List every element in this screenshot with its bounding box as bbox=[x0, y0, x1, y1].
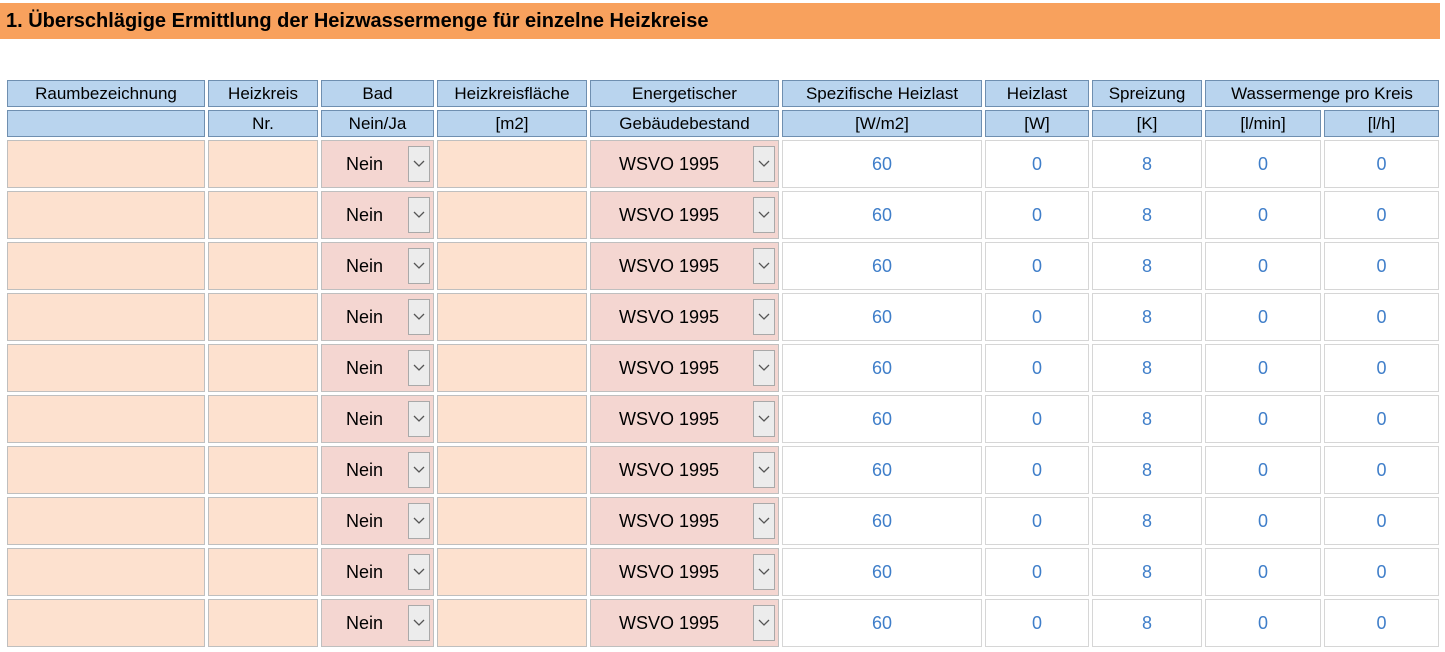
gebaeudebestand-select-value: WSVO 1995 bbox=[619, 204, 720, 225]
wassermenge-l-min-value: 0 bbox=[1205, 140, 1321, 188]
bad-select-value: Nein bbox=[346, 255, 384, 276]
gebaeudebestand-select[interactable] bbox=[590, 548, 779, 596]
bad-select[interactable] bbox=[321, 242, 434, 290]
header-row-1 bbox=[7, 80, 1439, 107]
section-title-bar bbox=[0, 3, 1440, 39]
bad-select-value: Nein bbox=[346, 306, 384, 327]
bad-select-value: Nein bbox=[346, 204, 384, 225]
unit-header-nr: Nr. bbox=[208, 110, 318, 137]
bad-select[interactable] bbox=[321, 599, 434, 647]
table-row bbox=[7, 497, 1439, 545]
gebaeudebestand-select[interactable] bbox=[590, 242, 779, 290]
table-row bbox=[7, 140, 1439, 188]
bad-select-value: Nein bbox=[346, 612, 384, 633]
wassermenge-l-h-value: 0 bbox=[1324, 344, 1439, 392]
spezifische-heizlast-value: 60 bbox=[782, 599, 982, 647]
wassermenge-l-h-value: 0 bbox=[1324, 242, 1439, 290]
heizkreis-nr-input[interactable] bbox=[208, 293, 318, 341]
spreizung-value: 8 bbox=[1092, 548, 1202, 596]
heizkreis-nr-input[interactable] bbox=[208, 140, 318, 188]
heizkreisflaeche-input[interactable] bbox=[437, 599, 587, 647]
table-row bbox=[7, 344, 1439, 392]
bad-select[interactable] bbox=[321, 293, 434, 341]
heizkreis-nr-input[interactable] bbox=[208, 446, 318, 494]
col-header-heizkreisflaeche: Heizkreisfläche bbox=[437, 80, 587, 107]
spezifische-heizlast-value: 60 bbox=[782, 191, 982, 239]
bad-select[interactable] bbox=[321, 548, 434, 596]
heizlast-value: 0 bbox=[985, 344, 1089, 392]
raumbezeichnung-input[interactable] bbox=[7, 599, 205, 647]
table-row bbox=[7, 446, 1439, 494]
header-row-2 bbox=[7, 110, 1439, 137]
spreizung-value: 8 bbox=[1092, 140, 1202, 188]
raumbezeichnung-input[interactable] bbox=[7, 548, 205, 596]
heizkreisflaeche-input[interactable] bbox=[437, 191, 587, 239]
gebaeudebestand-select-value: WSVO 1995 bbox=[619, 459, 720, 480]
spreizung-value: 8 bbox=[1092, 344, 1202, 392]
spreizung-value: 8 bbox=[1092, 446, 1202, 494]
table-row bbox=[7, 191, 1439, 239]
heizlast-value: 0 bbox=[985, 191, 1089, 239]
spreizung-value: 8 bbox=[1092, 242, 1202, 290]
chevron-down-icon[interactable] bbox=[753, 554, 775, 590]
gebaeudebestand-select[interactable] bbox=[590, 191, 779, 239]
gebaeudebestand-select[interactable] bbox=[590, 293, 779, 341]
bad-select[interactable] bbox=[321, 344, 434, 392]
col-header-spreizung: Spreizung bbox=[1092, 80, 1202, 107]
heizkreis-nr-input[interactable] bbox=[208, 599, 318, 647]
raumbezeichnung-input[interactable] bbox=[7, 191, 205, 239]
section-title: 1. Überschlägige Ermittlung der Heizwassermenge für einzelne Heizkreise bbox=[6, 10, 709, 32]
spezifische-heizlast-value: 60 bbox=[782, 446, 982, 494]
heizkreis-nr-input[interactable] bbox=[208, 497, 318, 545]
spreizung-value: 8 bbox=[1092, 599, 1202, 647]
table-row bbox=[7, 293, 1439, 341]
gebaeudebestand-select[interactable] bbox=[590, 599, 779, 647]
bad-select-value: Nein bbox=[346, 153, 384, 174]
gebaeudebestand-select[interactable] bbox=[590, 497, 779, 545]
spezifische-heizlast-value: 60 bbox=[782, 548, 982, 596]
wassermenge-l-min-value: 0 bbox=[1205, 446, 1321, 494]
heizkreis-nr-input[interactable] bbox=[208, 344, 318, 392]
chevron-down-icon[interactable] bbox=[408, 401, 430, 437]
col-header-wassermenge: Wassermenge pro Kreis bbox=[1205, 80, 1439, 107]
spreizung-value: 8 bbox=[1092, 395, 1202, 443]
table-row bbox=[7, 395, 1439, 443]
chevron-down-icon[interactable] bbox=[753, 197, 775, 233]
chevron-down-icon[interactable] bbox=[753, 401, 775, 437]
bad-select-value: Nein bbox=[346, 357, 384, 378]
table-row bbox=[7, 599, 1439, 647]
heizkreis-nr-input[interactable] bbox=[208, 548, 318, 596]
gebaeudebestand-select[interactable] bbox=[590, 344, 779, 392]
chevron-down-icon[interactable] bbox=[753, 299, 775, 335]
wassermenge-l-min-value: 0 bbox=[1205, 599, 1321, 647]
gebaeudebestand-select-value: WSVO 1995 bbox=[619, 153, 720, 174]
bad-select-value: Nein bbox=[346, 510, 384, 531]
spezifische-heizlast-value: 60 bbox=[782, 497, 982, 545]
unit-header-l-h: [l/h] bbox=[1324, 110, 1439, 137]
gebaeudebestand-select-value: WSVO 1995 bbox=[619, 612, 720, 633]
heizkreis-nr-input[interactable] bbox=[208, 395, 318, 443]
gebaeudebestand-select-value: WSVO 1995 bbox=[619, 306, 720, 327]
wassermenge-l-h-value: 0 bbox=[1324, 191, 1439, 239]
spezifische-heizlast-value: 60 bbox=[782, 344, 982, 392]
heizkreisflaeche-input[interactable] bbox=[437, 548, 587, 596]
gebaeudebestand-select-value: WSVO 1995 bbox=[619, 561, 720, 582]
heizlast-value: 0 bbox=[985, 446, 1089, 494]
gebaeudebestand-select[interactable] bbox=[590, 395, 779, 443]
bad-select-value: Nein bbox=[346, 459, 384, 480]
heizlast-value: 0 bbox=[985, 242, 1089, 290]
gebaeudebestand-select-value: WSVO 1995 bbox=[619, 357, 720, 378]
heating-circuit-table bbox=[4, 77, 1442, 650]
chevron-down-icon[interactable] bbox=[753, 350, 775, 386]
bad-select[interactable] bbox=[321, 497, 434, 545]
heizkreisflaeche-input[interactable] bbox=[437, 344, 587, 392]
wassermenge-l-min-value: 0 bbox=[1205, 191, 1321, 239]
raumbezeichnung-input[interactable] bbox=[7, 497, 205, 545]
raumbezeichnung-input[interactable] bbox=[7, 446, 205, 494]
heizlast-value: 0 bbox=[985, 599, 1089, 647]
unit-header-gebaeudebestand: Gebäudebestand bbox=[590, 110, 779, 137]
heizkreisflaeche-input[interactable] bbox=[437, 140, 587, 188]
chevron-down-icon[interactable] bbox=[753, 452, 775, 488]
spezifische-heizlast-value: 60 bbox=[782, 242, 982, 290]
chevron-down-icon[interactable] bbox=[408, 503, 430, 539]
heizlast-value: 0 bbox=[985, 548, 1089, 596]
spezifische-heizlast-value: 60 bbox=[782, 395, 982, 443]
gebaeudebestand-select[interactable] bbox=[590, 446, 779, 494]
raumbezeichnung-input[interactable] bbox=[7, 395, 205, 443]
wassermenge-l-h-value: 0 bbox=[1324, 497, 1439, 545]
wassermenge-l-h-value: 0 bbox=[1324, 395, 1439, 443]
wassermenge-l-h-value: 0 bbox=[1324, 548, 1439, 596]
chevron-down-icon[interactable] bbox=[408, 554, 430, 590]
heizkreisflaeche-input[interactable] bbox=[437, 293, 587, 341]
chevron-down-icon[interactable] bbox=[408, 248, 430, 284]
chevron-down-icon[interactable] bbox=[408, 605, 430, 641]
wassermenge-l-h-value: 0 bbox=[1324, 599, 1439, 647]
heizkreis-nr-input[interactable] bbox=[208, 191, 318, 239]
raumbezeichnung-input[interactable] bbox=[7, 344, 205, 392]
wassermenge-l-min-value: 0 bbox=[1205, 344, 1321, 392]
chevron-down-icon[interactable] bbox=[408, 350, 430, 386]
wassermenge-l-h-value: 0 bbox=[1324, 446, 1439, 494]
unit-header-w: [W] bbox=[985, 110, 1089, 137]
heizkreisflaeche-input[interactable] bbox=[437, 497, 587, 545]
chevron-down-icon[interactable] bbox=[753, 248, 775, 284]
bad-select[interactable] bbox=[321, 446, 434, 494]
chevron-down-icon[interactable] bbox=[753, 146, 775, 182]
col-header-heizkreis: Heizkreis bbox=[208, 80, 318, 107]
raumbezeichnung-input[interactable] bbox=[7, 140, 205, 188]
heizlast-value: 0 bbox=[985, 395, 1089, 443]
chevron-down-icon[interactable] bbox=[408, 452, 430, 488]
wassermenge-l-h-value: 0 bbox=[1324, 293, 1439, 341]
unit-header-raumbezeichnung bbox=[7, 110, 205, 137]
heizlast-value: 0 bbox=[985, 140, 1089, 188]
heizkreisflaeche-input[interactable] bbox=[437, 242, 587, 290]
col-header-spezifische-heizlast: Spezifische Heizlast bbox=[782, 80, 982, 107]
spreizung-value: 8 bbox=[1092, 293, 1202, 341]
spezifische-heizlast-value: 60 bbox=[782, 293, 982, 341]
unit-header-k: [K] bbox=[1092, 110, 1202, 137]
chevron-down-icon[interactable] bbox=[408, 146, 430, 182]
wassermenge-l-min-value: 0 bbox=[1205, 242, 1321, 290]
spreizung-value: 8 bbox=[1092, 497, 1202, 545]
heizlast-value: 0 bbox=[985, 497, 1089, 545]
unit-header-l-min: [l/min] bbox=[1205, 110, 1321, 137]
raumbezeichnung-input[interactable] bbox=[7, 242, 205, 290]
wassermenge-l-min-value: 0 bbox=[1205, 395, 1321, 443]
chevron-down-icon[interactable] bbox=[408, 299, 430, 335]
gebaeudebestand-select-value: WSVO 1995 bbox=[619, 255, 720, 276]
spreizung-value: 8 bbox=[1092, 191, 1202, 239]
heizkreisflaeche-input[interactable] bbox=[437, 446, 587, 494]
chevron-down-icon[interactable] bbox=[408, 197, 430, 233]
unit-header-nein-ja: Nein/Ja bbox=[321, 110, 434, 137]
chevron-down-icon[interactable] bbox=[753, 503, 775, 539]
col-header-energetischer: Energetischer bbox=[590, 80, 779, 107]
unit-header-w-m2: [W/m2] bbox=[782, 110, 982, 137]
unit-header-m2: [m2] bbox=[437, 110, 587, 137]
gebaeudebestand-select[interactable] bbox=[590, 140, 779, 188]
wassermenge-l-h-value: 0 bbox=[1324, 140, 1439, 188]
bad-select-value: Nein bbox=[346, 561, 384, 582]
gebaeudebestand-select-value: WSVO 1995 bbox=[619, 510, 720, 531]
chevron-down-icon[interactable] bbox=[753, 605, 775, 641]
bad-select[interactable] bbox=[321, 140, 434, 188]
gebaeudebestand-select-value: WSVO 1995 bbox=[619, 408, 720, 429]
table-row bbox=[7, 548, 1439, 596]
bad-select[interactable] bbox=[321, 395, 434, 443]
wassermenge-l-min-value: 0 bbox=[1205, 497, 1321, 545]
spezifische-heizlast-value: 60 bbox=[782, 140, 982, 188]
heizkreisflaeche-input[interactable] bbox=[437, 395, 587, 443]
wassermenge-l-min-value: 0 bbox=[1205, 548, 1321, 596]
col-header-bad: Bad bbox=[321, 80, 434, 107]
heizlast-value: 0 bbox=[985, 293, 1089, 341]
table-row bbox=[7, 242, 1439, 290]
wassermenge-l-min-value: 0 bbox=[1205, 293, 1321, 341]
raumbezeichnung-input[interactable] bbox=[7, 293, 205, 341]
col-header-raumbezeichnung: Raumbezeichnung bbox=[7, 80, 205, 107]
bad-select-value: Nein bbox=[346, 408, 384, 429]
col-header-heizlast: Heizlast bbox=[985, 80, 1089, 107]
bad-select[interactable] bbox=[321, 191, 434, 239]
heizkreis-nr-input[interactable] bbox=[208, 242, 318, 290]
